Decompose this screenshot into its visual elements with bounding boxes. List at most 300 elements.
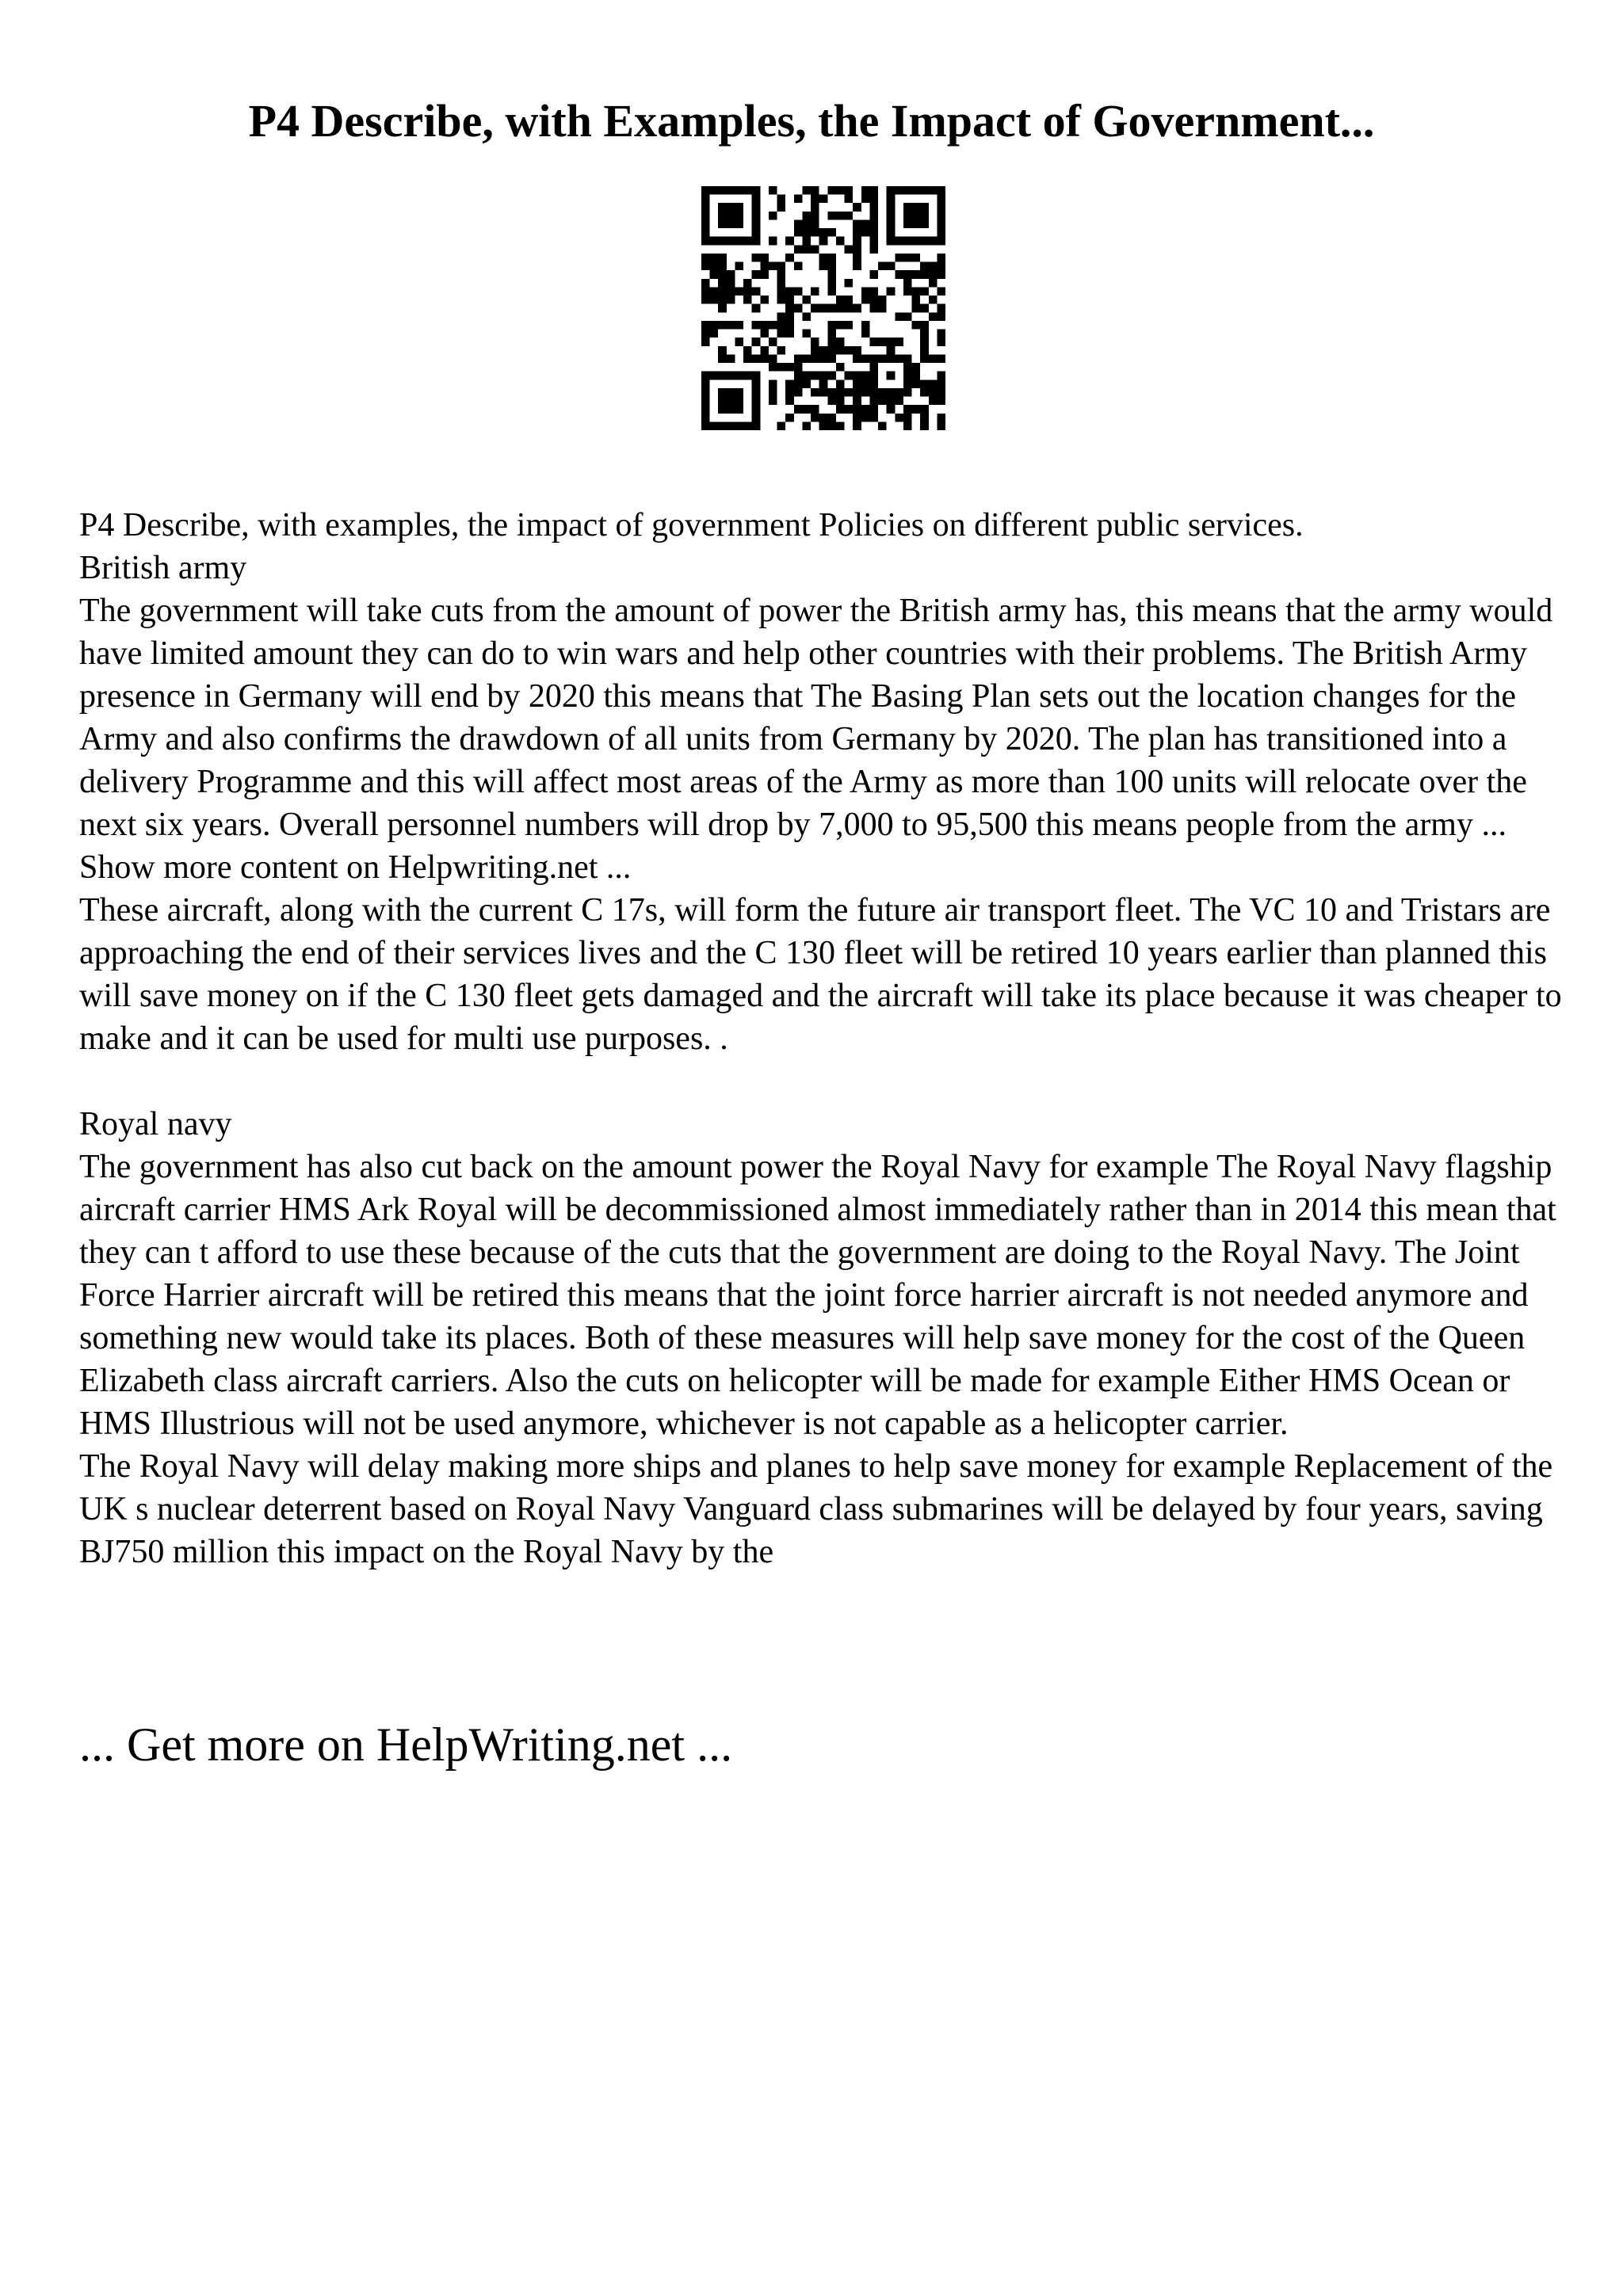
qr-module: [701, 195, 710, 204]
qr-module: [718, 388, 727, 397]
qr-module: [869, 397, 878, 406]
qr-module: [777, 312, 786, 321]
qr-module: [887, 397, 896, 406]
qr-module: [769, 237, 777, 246]
qr-module: [878, 397, 887, 406]
section-heading-royal-navy: Royal navy: [79, 1106, 232, 1142]
qr-module: [752, 372, 761, 380]
royal-navy-paragraph: The government has also cut back on the amount power the Royal Navy for example The Royal Navy flagship aircraft carrier HMS Ark Royal will be decommissioned almost immediately rather than in 2014 this mean that they can t afford to use these because of the cuts that the government are doing to the Royal Navy. The Joint Force Harrier aircraft will be retired this means that the joint force harrier aircraft is not needed anymore and something new would take its places. Both of these measures will help save money for the cost of the Queen Elizabeth class aircraft carriers. Also the cuts on helicopter will be made for example Either HMS Ocean or HMS Illustrious will not be used anymore, whichever is not capable as a helicopter carrier.: [79, 1149, 1565, 1442]
qr-module: [819, 354, 828, 363]
qr-module: [743, 279, 752, 288]
qr-module: [785, 330, 794, 338]
qr-module: [887, 287, 896, 296]
qr-module: [929, 262, 938, 271]
qr-module: [912, 203, 921, 212]
qr-module: [735, 338, 743, 346]
qr-module: [887, 228, 896, 237]
qr-module: [743, 346, 752, 355]
qr-module: [819, 195, 828, 204]
qr-module: [827, 279, 836, 288]
qr-module: [929, 354, 938, 363]
qr-module: [937, 354, 945, 363]
qr-module: [752, 321, 761, 330]
qr-module: [785, 363, 794, 372]
qr-module: [769, 354, 777, 363]
qr-module: [811, 219, 819, 228]
qr-module: [701, 296, 710, 304]
qr-module: [710, 296, 719, 304]
qr-module: [727, 186, 735, 195]
qr-module: [937, 287, 945, 296]
qr-module: [769, 363, 777, 372]
qr-module: [811, 405, 819, 414]
qr-module: [701, 212, 710, 220]
qr-module: [827, 354, 836, 363]
qr-module: [802, 405, 811, 414]
qr-module: [903, 287, 912, 296]
qr-module: [727, 405, 735, 414]
qr-module: [710, 270, 719, 279]
intro-paragraph: P4 Describe, with examples, the impact of government Policies on different public services.: [79, 507, 1304, 543]
qr-module: [869, 354, 878, 363]
qr-module: [853, 254, 861, 262]
qr-module: [853, 405, 861, 414]
qr-module: [895, 414, 903, 422]
qr-module: [802, 245, 811, 254]
qr-module: [794, 287, 803, 296]
qr-module: [769, 321, 777, 330]
qr-module: [802, 296, 811, 304]
qr-module: [887, 262, 896, 271]
qr-module: [878, 304, 887, 313]
qr-module: [887, 237, 896, 246]
qr-module: [937, 330, 945, 338]
qr-module: [752, 304, 761, 313]
qr-module: [920, 203, 929, 212]
qr-module: [710, 421, 719, 430]
qr-module: [895, 254, 903, 262]
qr-module: [727, 270, 735, 279]
aircraft-paragraph: These aircraft, along with the current C 17s, will form the future air transport fleet. The VC 10 and Tristars are approaching the end of their services lives and the C 130 fleet will be retired 10 years earlier than planned this will save money on if the C 130 fleet gets damaged and the aircraft will take its place because it was cheaper to make and it can be used for multi use purposes. .: [79, 892, 1571, 1057]
qr-module: [802, 372, 811, 380]
qr-module: [920, 287, 929, 296]
qr-module: [861, 195, 870, 204]
qr-module: [929, 186, 938, 195]
qr-module: [777, 203, 786, 212]
qr-module: [802, 228, 811, 237]
qr-module: [920, 186, 929, 195]
qr-module: [718, 321, 727, 330]
qr-module: [903, 237, 912, 246]
qr-module: [937, 212, 945, 220]
qr-module: [887, 354, 896, 363]
qr-module: [819, 379, 828, 388]
qr-module: [802, 237, 811, 246]
qr-module: [718, 279, 727, 288]
qr-module: [903, 270, 912, 279]
qr-module: [718, 203, 727, 212]
qr-module: [869, 405, 878, 414]
qr-module: [752, 219, 761, 228]
qr-module: [710, 372, 719, 380]
qr-module: [710, 287, 719, 296]
qr-module: [743, 186, 752, 195]
qr-module: [869, 379, 878, 388]
qr-module: [912, 304, 921, 313]
qr-module: [836, 237, 845, 246]
qr-module: [887, 195, 896, 204]
qr-module: [727, 237, 735, 246]
qr-module: [861, 186, 870, 195]
qr-module: [752, 405, 761, 414]
qr-module: [869, 186, 878, 195]
qr-module: [777, 296, 786, 304]
qr-module: [727, 219, 735, 228]
qr-module: [769, 397, 777, 406]
qr-module: [710, 262, 719, 271]
qr-module: [811, 414, 819, 422]
qr-module: [929, 312, 938, 321]
document-title: P4 Describe, with Examples, the Impact of Government...: [248, 95, 1375, 147]
qr-module: [845, 195, 854, 204]
qr-module: [929, 237, 938, 246]
qr-module: [878, 421, 887, 430]
qr-module: [861, 330, 870, 338]
qr-module: [827, 186, 836, 195]
qr-module: [878, 388, 887, 397]
qr-module: [769, 379, 777, 388]
qr-module: [869, 304, 878, 313]
qr-module: [869, 212, 878, 220]
qr-module: [752, 270, 761, 279]
qr-module: [701, 330, 710, 338]
qr-module: [937, 237, 945, 246]
qr-module: [869, 237, 878, 246]
qr-module: [777, 330, 786, 338]
qr-module: [861, 414, 870, 422]
qr-module: [937, 397, 945, 406]
qr-module: [861, 296, 870, 304]
qr-module: [845, 245, 854, 254]
qr-module: [869, 388, 878, 397]
qr-module: [827, 346, 836, 355]
qr-module: [903, 254, 912, 262]
qr-module: [937, 338, 945, 346]
qr-module: [869, 287, 878, 296]
qr-module: [769, 186, 777, 195]
qr-module: [735, 219, 743, 228]
qr-module: [895, 338, 903, 346]
qr-module: [760, 270, 769, 279]
qr-module: [701, 414, 710, 422]
qr-module: [794, 304, 803, 313]
qr-module: [811, 338, 819, 346]
qr-module: [794, 388, 803, 397]
qr-module: [903, 363, 912, 372]
qr-module: [701, 421, 710, 430]
qr-module: [718, 212, 727, 220]
qr-module: [794, 262, 803, 271]
qr-module: [785, 321, 794, 330]
qr-module: [785, 379, 794, 388]
qr-module: [811, 203, 819, 212]
qr-module: [811, 346, 819, 355]
qr-module: [718, 219, 727, 228]
qr-module: [827, 228, 836, 237]
qr-module: [853, 354, 861, 363]
qr-module: [912, 405, 921, 414]
qr-module: [903, 312, 912, 321]
qr-module: [718, 421, 727, 430]
qr-module: [743, 372, 752, 380]
qr-module: [785, 287, 794, 296]
qr-module: [785, 414, 794, 422]
qr-module: [887, 338, 896, 346]
qr-module: [853, 388, 861, 397]
qr-module: [769, 262, 777, 271]
qr-module: [701, 372, 710, 380]
qr-module: [861, 388, 870, 397]
qr-module: [710, 254, 719, 262]
qr-module: [727, 279, 735, 288]
qr-module: [819, 228, 828, 237]
qr-module: [819, 421, 828, 430]
qr-module: [752, 414, 761, 422]
qr-module: [785, 254, 794, 262]
qr-module: [912, 254, 921, 262]
qr-module: [752, 212, 761, 220]
qr-module: [727, 212, 735, 220]
qr-module: [845, 388, 854, 397]
qr-module: [845, 212, 854, 220]
qr-module: [701, 254, 710, 262]
qr-module: [794, 245, 803, 254]
qr-module: [903, 388, 912, 397]
qr-module: [853, 421, 861, 430]
qr-module: [920, 379, 929, 388]
qr-module: [752, 354, 761, 363]
qr-module: [861, 405, 870, 414]
qr-module: [845, 321, 854, 330]
qr-module: [869, 296, 878, 304]
qr-module: [937, 254, 945, 262]
qr-module: [903, 279, 912, 288]
qr-module: [710, 330, 719, 338]
qr-module: [743, 237, 752, 246]
qr-module: [752, 254, 761, 262]
qr-module: [869, 245, 878, 254]
qr-module: [895, 388, 903, 397]
qr-module: [903, 372, 912, 380]
qr-module: [845, 186, 854, 195]
qr-module: [937, 270, 945, 279]
qr-module: [920, 262, 929, 271]
qr-module: [735, 405, 743, 414]
qr-module: [853, 379, 861, 388]
qr-module: [920, 414, 929, 422]
qr-module: [869, 414, 878, 422]
qr-module: [937, 379, 945, 388]
qr-module: [845, 372, 854, 380]
qr-module: [887, 405, 896, 414]
qr-module: [752, 379, 761, 388]
get-more-link[interactable]: ... Get more on HelpWriting.net ...: [79, 1718, 733, 1771]
qr-module: [794, 195, 803, 204]
qr-module: [836, 405, 845, 414]
qr-module: [827, 330, 836, 338]
qr-module: [701, 203, 710, 212]
qr-module: [853, 372, 861, 380]
qr-module: [869, 338, 878, 346]
qr-module: [929, 270, 938, 279]
qr-module: [869, 372, 878, 380]
qr-module: [929, 388, 938, 397]
qr-module: [895, 312, 903, 321]
qr-module: [853, 262, 861, 271]
qr-module: [718, 254, 727, 262]
qr-module: [718, 262, 727, 271]
qr-module: [727, 397, 735, 406]
qr-module: [760, 330, 769, 338]
qr-module: [869, 363, 878, 372]
qr-module: [929, 296, 938, 304]
qr-module: [937, 186, 945, 195]
qr-module: [718, 354, 727, 363]
qr-module: [853, 219, 861, 228]
qr-module: [802, 219, 811, 228]
qr-module: [701, 228, 710, 237]
qr-module: [819, 388, 828, 397]
qr-module: [920, 338, 929, 346]
qr-module: [727, 203, 735, 212]
qr-module: [937, 228, 945, 237]
qr-module: [710, 237, 719, 246]
qr-module: [861, 379, 870, 388]
qr-module: [701, 262, 710, 271]
qr-module: [777, 287, 786, 296]
qr-module: [701, 279, 710, 288]
qr-module: [811, 245, 819, 254]
qr-module: [701, 379, 710, 388]
qr-module: [819, 372, 828, 380]
qr-module: [769, 338, 777, 346]
qr-module: [920, 321, 929, 330]
qr-module: [937, 372, 945, 380]
qr-module: [929, 397, 938, 406]
qr-module: [760, 262, 769, 271]
qr-module: [903, 219, 912, 228]
qr-module: [887, 388, 896, 397]
qr-module: [819, 414, 828, 422]
qr-module: [735, 372, 743, 380]
qr-module: [802, 186, 811, 195]
qr-module: [895, 237, 903, 246]
qr-module: [920, 405, 929, 414]
qr-module: [937, 195, 945, 204]
qr-module: [760, 354, 769, 363]
qr-module: [718, 405, 727, 414]
qr-module: [701, 219, 710, 228]
qr-module: [937, 304, 945, 313]
qr-module: [785, 296, 794, 304]
qr-module: [912, 186, 921, 195]
qr-module: [735, 421, 743, 430]
qr-module: [836, 212, 845, 220]
qr-module: [701, 186, 710, 195]
qr-module: [912, 321, 921, 330]
qr-module: [718, 397, 727, 406]
qr-module: [727, 321, 735, 330]
qr-module: [701, 405, 710, 414]
qr-module: [878, 262, 887, 271]
qr-module: [752, 228, 761, 237]
qr-module: [811, 388, 819, 397]
qr-module: [887, 219, 896, 228]
qr-module: [794, 354, 803, 363]
qr-module: [811, 287, 819, 296]
qr-module: [752, 397, 761, 406]
qr-module: [912, 270, 921, 279]
qr-module: [802, 354, 811, 363]
qr-module: [836, 388, 845, 397]
qr-module: [920, 421, 929, 430]
qr-module: [710, 186, 719, 195]
qr-module: [827, 321, 836, 330]
qr-module: [811, 304, 819, 313]
qr-module: [727, 296, 735, 304]
qr-module: [845, 346, 854, 355]
qr-module: [727, 372, 735, 380]
qr-module: [701, 321, 710, 330]
qr-module: [853, 245, 861, 254]
qr-module: [743, 287, 752, 296]
qr-module: [836, 296, 845, 304]
qr-module: [718, 287, 727, 296]
qr-module: [912, 372, 921, 380]
qr-module: [735, 388, 743, 397]
qr-module: [743, 354, 752, 363]
qr-module: [735, 397, 743, 406]
qr-module: [811, 186, 819, 195]
qr-module: [920, 330, 929, 338]
qr-module: [853, 304, 861, 313]
qr-module: [895, 270, 903, 279]
qr-module: [869, 270, 878, 279]
qr-module: [802, 379, 811, 388]
qr-module: [827, 421, 836, 430]
qr-module: [701, 237, 710, 246]
qr-module: [903, 379, 912, 388]
qr-module: [920, 388, 929, 397]
qr-module: [777, 262, 786, 271]
qr-module: [819, 237, 828, 246]
qr-module: [929, 379, 938, 388]
qr-module: [912, 287, 921, 296]
qr-module: [861, 372, 870, 380]
qr-module: [869, 203, 878, 212]
qr-module: [760, 254, 769, 262]
qr-module: [845, 304, 854, 313]
qr-module: [878, 296, 887, 304]
qr-module: [727, 388, 735, 397]
qr-module: [903, 212, 912, 220]
qr-module: [718, 186, 727, 195]
qr-module: [735, 321, 743, 330]
qr-module: [827, 338, 836, 346]
qr-module: [869, 195, 878, 204]
qr-module: [777, 346, 786, 355]
qr-module: [937, 262, 945, 271]
